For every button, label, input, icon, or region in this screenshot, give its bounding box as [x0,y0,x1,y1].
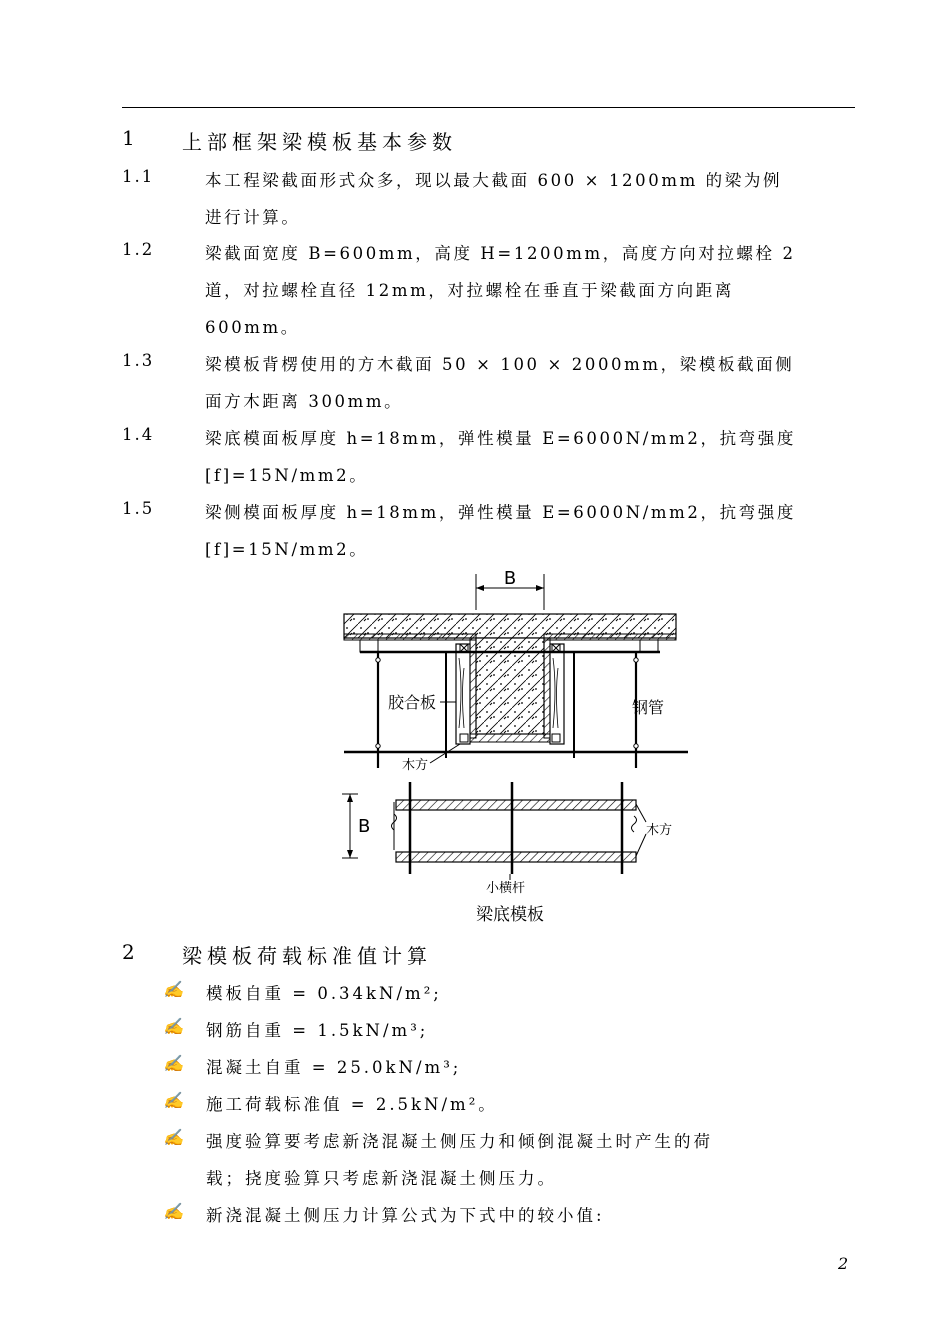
item-number: 1.3 [122,351,155,370]
label-b-side: B [358,816,371,837]
label-steel-pipe: 钢管 [632,698,665,717]
section-title: 上部框架梁模板基本参数 [182,130,457,154]
item-line: [f]=15N/mm2。 [205,466,369,485]
pencil-icon: ✍ [163,980,184,999]
side-timber-right [550,644,564,744]
figure-caption: 梁底模板 [476,905,544,925]
item-number: 1.4 [122,425,155,444]
bullet-line: 模板自重 = 0.34kN/m²; [206,984,442,1003]
label-plywood: 胶合板 [388,693,437,712]
bullet-line: 新浇混凝土侧压力计算公式为下式中的较小值: [206,1206,605,1225]
item-line: 梁侧模面板厚度 h=18mm，弹性模量 E=6000N/mm2，抗弯强度 [205,503,796,522]
side-timber-left [456,644,470,744]
label-b-top: B [503,568,517,589]
label-timber-plan: 木方 [646,823,673,838]
item-line: 本工程梁截面形式众多，现以最大截面 600 × 1200mm 的梁为例 [205,171,783,190]
item-line: 进行计算。 [205,208,301,227]
item-line: 梁底模面板厚度 h=18mm，弹性模量 E=6000N/mm2，抗弯强度 [205,429,796,448]
item-line: [f]=15N/mm2。 [205,540,369,559]
beam-formwork-drawing [330,568,690,930]
bullet-line: 混凝土自重 = 25.0kN/m³; [206,1058,462,1077]
header-rule [122,107,855,108]
bullet-line: 施工荷载标准值 = 2.5kN/m²。 [206,1095,498,1114]
section-title: 梁模板荷载标准值计算 [182,944,432,968]
pencil-icon: ✍ [163,1128,184,1147]
page-number: 2 [838,1254,849,1273]
item-line: 600mm。 [205,318,300,337]
pencil-icon: ✍ [163,1017,184,1036]
bullet-line: 强度验算要考虑新浇混凝土侧压力和倾倒混凝土时产生的荷 [206,1132,713,1151]
item-line: 梁截面宽度 B=600mm，高度 H=1200mm，高度方向对拉螺栓 2 [205,244,796,263]
pencil-icon: ✍ [163,1202,184,1221]
pencil-icon: ✍ [163,1091,184,1110]
item-line: 面方木距离 300mm。 [205,392,404,411]
section-number: 1 [122,126,140,150]
section-number: 2 [122,940,140,964]
label-timber: 木方 [402,758,429,773]
bullet-line: 载；挠度验算只考虑新浇混凝土侧压力。 [206,1169,557,1188]
label-small-bar: 小横杆 [486,881,526,896]
item-number: 1.1 [122,167,155,186]
item-line: 道，对拉螺栓直径 12mm，对拉螺栓在垂直于梁截面方向距离 [205,281,734,300]
item-number: 1.5 [122,499,155,518]
beam-formwork-figure [330,568,690,930]
plan-view [342,782,646,874]
pencil-icon: ✍ [163,1054,184,1073]
bullet-line: 钢筋自重 = 1.5kN/m³; [206,1021,429,1040]
item-line: 梁模板背楞使用的方木截面 50 × 100 × 2000mm，梁模板截面侧 [205,355,795,374]
item-number: 1.2 [122,240,155,259]
